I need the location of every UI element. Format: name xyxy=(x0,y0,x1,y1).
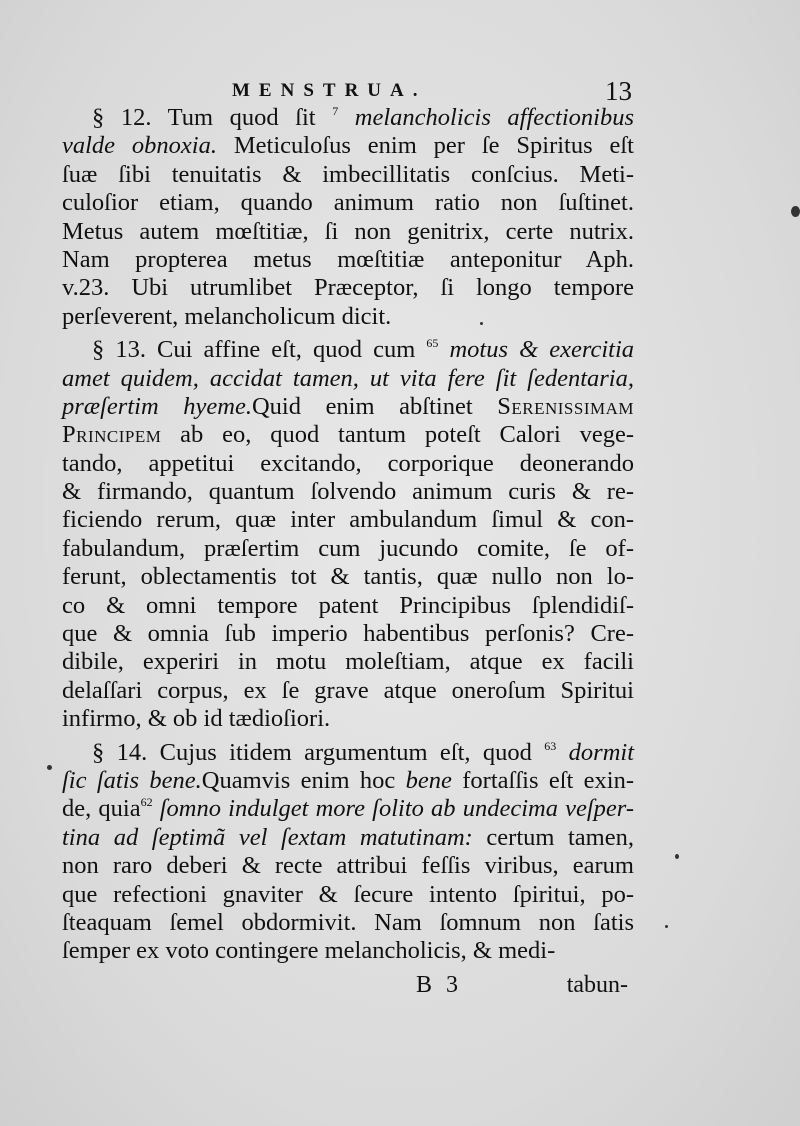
text-line xyxy=(62,535,634,563)
text-line xyxy=(62,767,634,795)
footnote-marker: 63 xyxy=(544,738,557,753)
text-run: dibile, experiri in motu moleſtiam, atque ex facili xyxy=(62,648,634,676)
text-run: non raro deberi & recte attribui feſſis viribus, earum xyxy=(62,852,634,880)
text-line xyxy=(62,881,634,909)
text-run: de, quia xyxy=(62,795,141,823)
text-run: Serenissimam xyxy=(497,392,634,420)
page-footer xyxy=(62,972,634,1002)
text-run: § 13. Cui affine eſt, quod cum xyxy=(92,336,427,364)
text-line xyxy=(62,937,634,965)
text-line xyxy=(62,161,634,189)
footnote-marker: 65 xyxy=(426,336,439,351)
footnote-marker: 7 xyxy=(332,104,339,118)
paragraph xyxy=(62,739,634,966)
text-line xyxy=(62,274,634,302)
text-run: motus & exercitia xyxy=(438,336,635,364)
text-run: ferunt, oblectamentis tot & tantis, quæ nullo non lo- xyxy=(62,563,634,591)
text-run: ſteaquam ſemel obdormivit. Nam ſomnum non ſatis xyxy=(62,908,634,936)
text-line xyxy=(62,506,634,534)
text-line xyxy=(62,620,634,648)
text-run: ſomno indulget more ſolito ab undecima veſper- xyxy=(152,795,634,823)
text-line xyxy=(62,824,634,852)
text-run: Metus autem mœſtitiæ, ſi non genitrix, certe nutrix. xyxy=(62,217,634,245)
text-line xyxy=(62,218,634,246)
paragraph xyxy=(62,104,634,331)
catchword: tabun- xyxy=(566,972,628,998)
text-line xyxy=(62,450,634,478)
text-line xyxy=(62,104,634,132)
text-line xyxy=(62,336,634,364)
text-run: perſeverent, melancholicum dicit. xyxy=(62,302,392,330)
text-run: bene xyxy=(405,766,452,794)
text-run: certum tamen, xyxy=(472,823,634,851)
text-run: que refectioni gnaviter & ſecure intento ſpiritui, po- xyxy=(62,880,634,908)
text-run: Quid enim abſtinet xyxy=(251,392,498,420)
text-run: Quamvis enim hoc xyxy=(201,766,406,794)
text-line xyxy=(62,852,634,880)
text-run: culoſior etiam, quando animum ratio non ſuſtinet. xyxy=(62,189,634,217)
text-line xyxy=(62,563,634,591)
page-number: 13 xyxy=(605,76,632,106)
text-line xyxy=(62,677,634,705)
text-run: infirmo, & ob id tædioſiori. xyxy=(62,705,331,733)
text-line xyxy=(62,648,634,676)
text-line xyxy=(62,303,634,331)
text-run: ſemper ex voto contingere melancholicis, & medi- xyxy=(62,937,556,965)
text-line xyxy=(62,246,634,274)
text-run: § 14. Cujus itidem argumentum eſt, quod xyxy=(92,738,545,766)
text-run: amet quidem, accidat tamen, ut vita fere ſit ſedentaria, xyxy=(62,364,634,392)
text-run: co & omni tempore patent Principibus ſplendidiſ- xyxy=(62,591,634,619)
text-run: v.23. Ubi utrumlibet Præceptor, ſi longo tempore xyxy=(62,274,634,302)
text-line xyxy=(62,421,634,449)
text-line xyxy=(62,795,634,823)
page-header xyxy=(62,76,632,106)
text-run: melancholicis affectionibus xyxy=(338,104,634,131)
text-run: tina ad ſeptimã vel ſextam matutinam: xyxy=(62,823,473,851)
signature-mark: B 3 xyxy=(416,972,463,998)
text-run: ſic ſatis bene. xyxy=(62,766,202,794)
text-line xyxy=(62,592,634,620)
text-run: fabulandum, præſertim cum jucundo comite, ſe of- xyxy=(62,534,634,562)
text-line xyxy=(62,739,634,767)
text-line xyxy=(62,365,634,393)
text-run: delaſſari corpus, ex ſe grave atque oneroſum Spiritui xyxy=(62,676,634,704)
text-run: fortaſſis eſt exin- xyxy=(451,766,635,794)
text-line xyxy=(62,909,634,937)
text-run: dormit xyxy=(556,738,634,766)
text-line xyxy=(62,393,634,421)
text-run: ab eo, quod tantum poteſt Calori vege- xyxy=(161,421,634,449)
text-line xyxy=(62,705,634,733)
text-run: ficiendo rerum, quæ inter ambulandum ſimul & con- xyxy=(62,506,634,534)
body-text xyxy=(62,104,634,966)
text-run: que & omnia ſub imperio habentibus perſonis? Cre- xyxy=(62,620,634,648)
text-run: Nam propterea metus mœſtitiæ anteponitur Aph. xyxy=(62,245,634,273)
text-run: valde obnoxia. xyxy=(62,132,217,160)
paragraph xyxy=(62,336,634,733)
text-line xyxy=(62,132,634,160)
text-line xyxy=(62,189,634,217)
text-run: Meticuloſus enim per ſe Spiritus eſt xyxy=(217,132,634,160)
text-line xyxy=(62,478,634,506)
footnote-marker: 62 xyxy=(140,795,153,810)
text-run: ſuæ ſibi tenuitatis & imbecillitatis conſcius. Meti- xyxy=(62,160,634,188)
text-run: Principem xyxy=(62,421,162,449)
text-run: tando, appetitui excitando, corporique deonerando xyxy=(62,449,634,477)
text-run: præſertim hyeme. xyxy=(62,392,252,420)
text-run: & firmando, quantum ſolvendo animum curis & re- xyxy=(62,478,634,506)
running-title: MENSTRUA. xyxy=(232,80,427,101)
text-run: § 12. Tum quod ſit xyxy=(92,104,333,131)
